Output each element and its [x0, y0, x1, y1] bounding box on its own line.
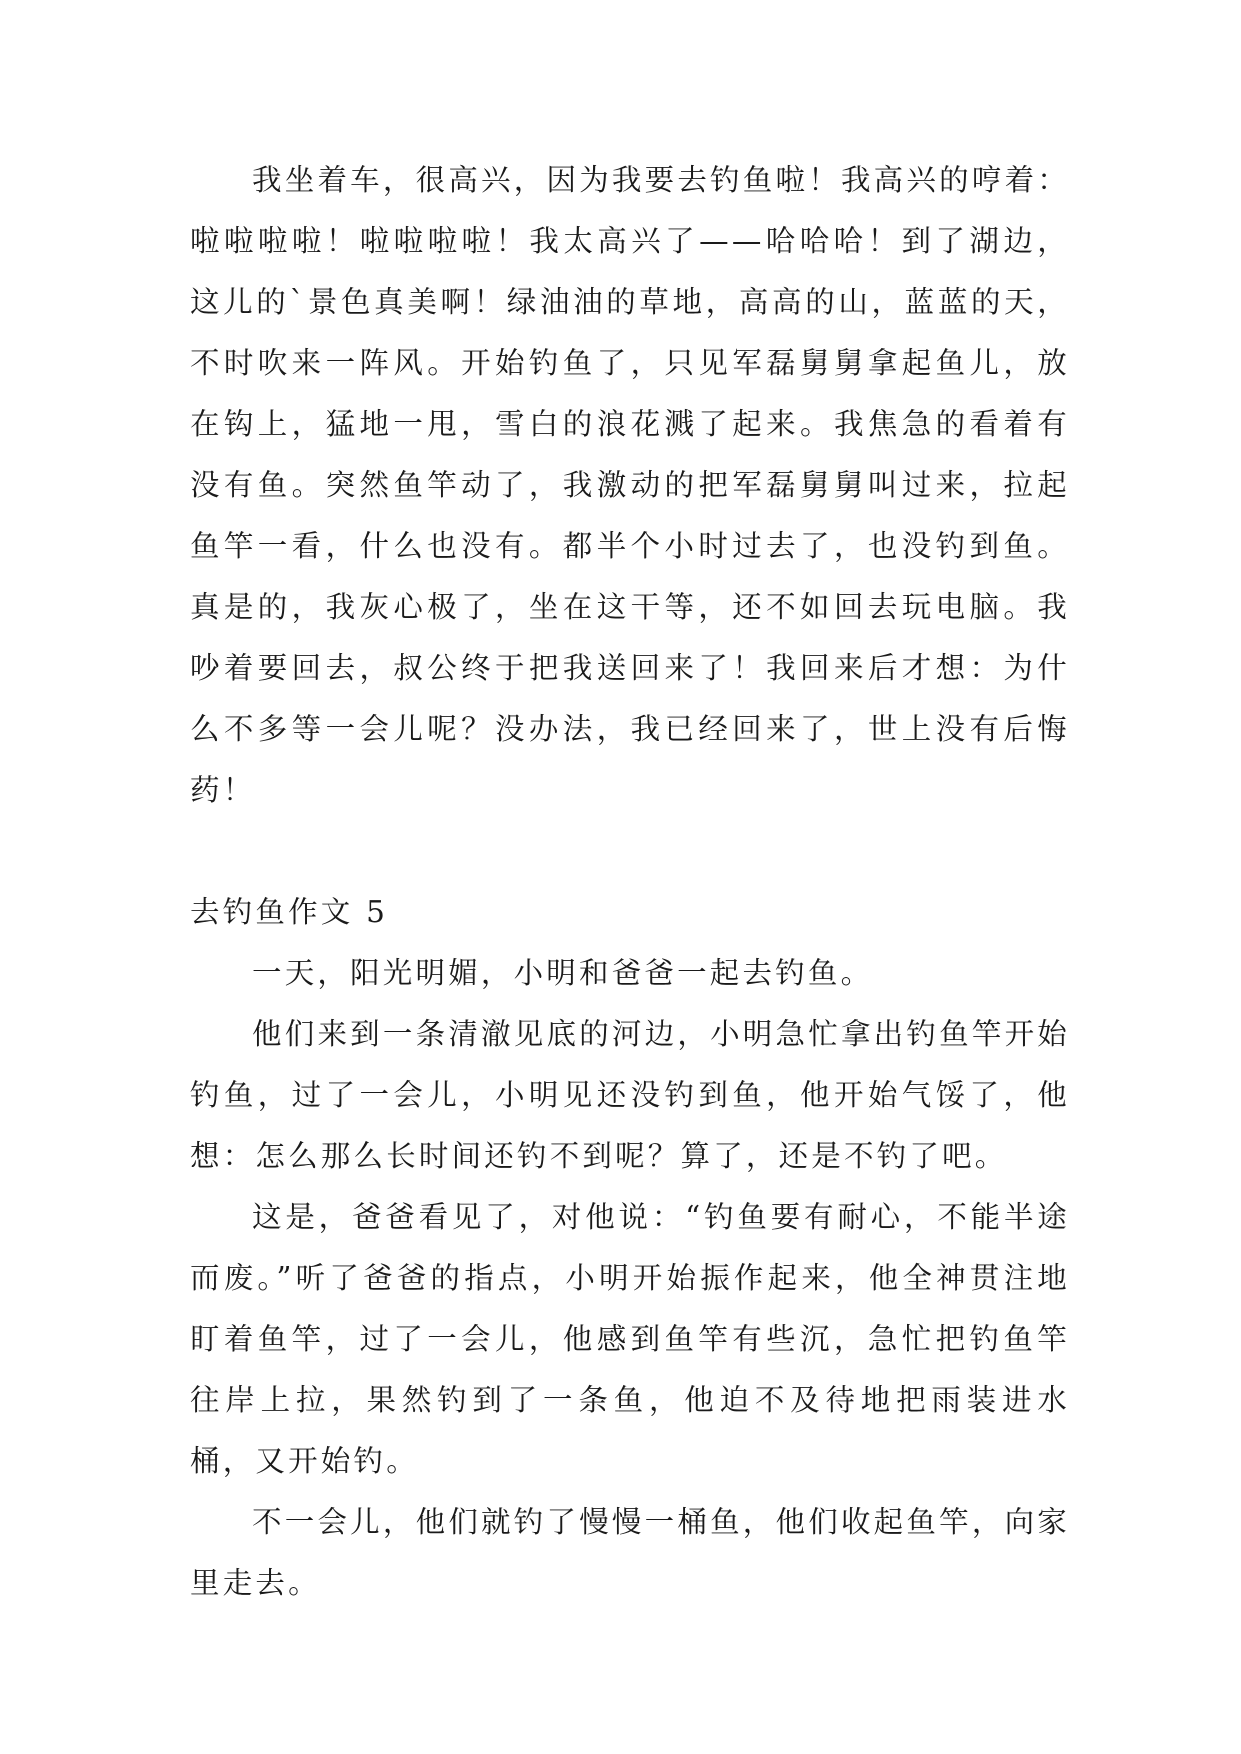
document-page [190, 150, 1070, 1614]
essay-paragraph: 这是，爸爸看见了，对他说：“钓鱼要有耐心，不能半途而废。”听了爸爸的指点，小明开始振作起来，他全神贯注地盯着鱼竿，过了一会儿，他感到鱼竿有些沉，急忙把钓鱼竿往岸上拉，果然钓到了一条鱼，他迫不及待地把雨装进水桶，又开始钓。 [190, 1200, 1070, 1478]
essay-paragraph: 不一会儿，他们就钓了慢慢一桶鱼，他们收起鱼竿，向家里走去。 [190, 1505, 1070, 1600]
section-spacer [190, 821, 1070, 882]
essay-paragraph: 一天，阳光明媚，小明和爸爸一起去钓鱼。 [252, 956, 874, 990]
essay-paragraph: 他们来到一条清澈见底的河边，小明急忙拿出钓鱼竿开始钓鱼，过了一会儿，小明见还没钓到鱼，他开始气馁了，他想：怎么那么长时间还钓不到呢？算了，还是不钓了吧。 [190, 1017, 1070, 1173]
essay-heading: 去钓鱼作文 5 [190, 895, 389, 929]
story-paragraph: 我坐着车，很高兴，因为我要去钓鱼啦！我高兴的哼着：啦啦啦啦！啦啦啦啦！我太高兴了——哈哈哈！到了湖边，这儿的`景色真美啊！绿油油的草地，高高的山，蓝蓝的天，不时吹来一阵风。开始钓鱼了，只见军磊舅舅拿起鱼儿，放在钩上，猛地一甩，雪白的浪花溅了起来。我焦急的看着有没有鱼。突然鱼竿动了，我激动的把军磊舅舅叫过来，拉起鱼竿一看，什么也没有。都半个小时过去了，也没钓到鱼。真是的，我灰心极了，坐在这干等，还不如回去玩电脑。我吵着要回去，叔公终于把我送回来了！我回来后才想：为什么不多等一会儿呢？没办法，我已经回来了，世上没有后悔药！ [190, 163, 1070, 807]
